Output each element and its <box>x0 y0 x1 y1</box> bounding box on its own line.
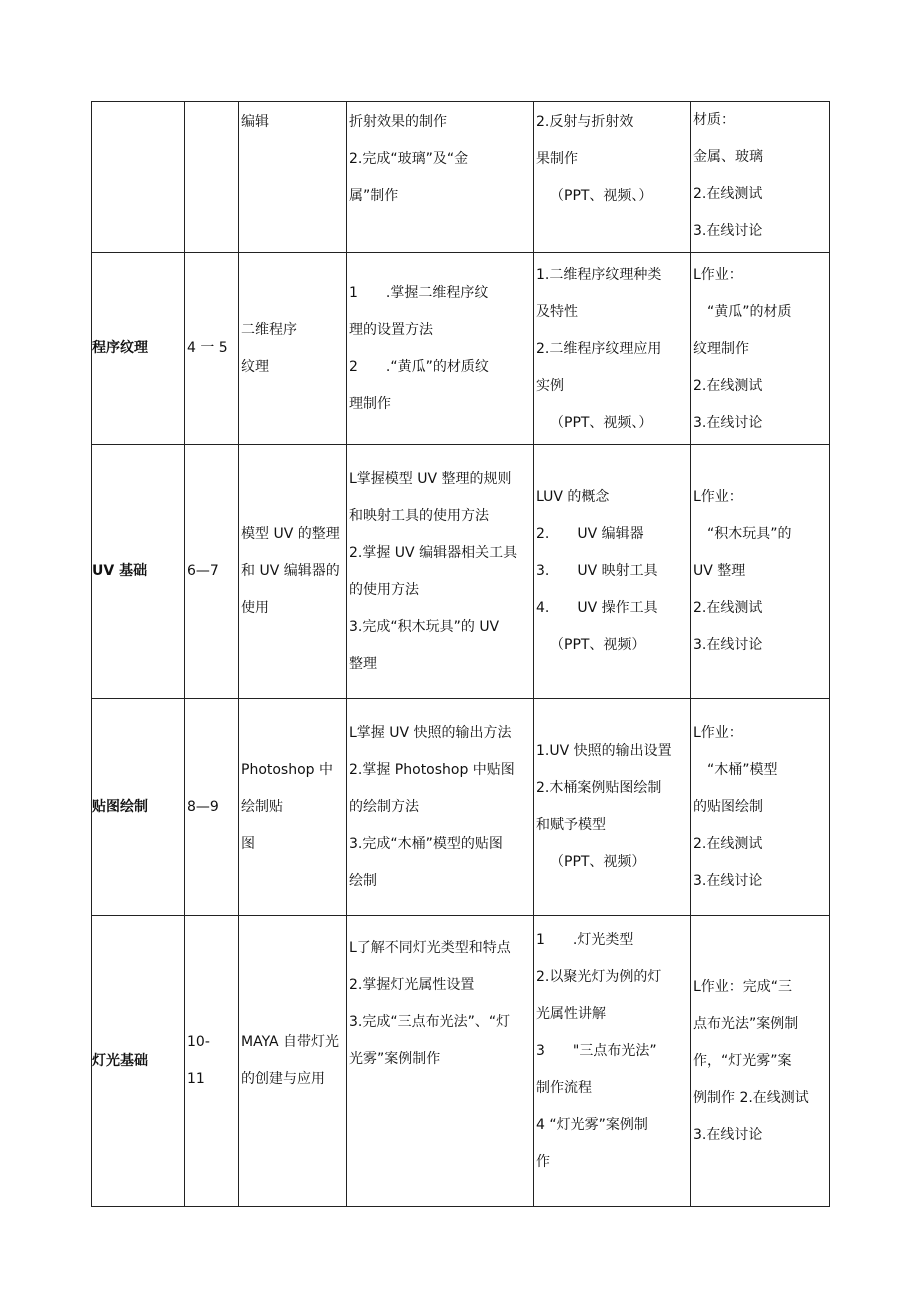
topic-line: 使用 <box>241 600 269 616</box>
module-name-cell <box>92 445 185 699</box>
assess-line: 例制作 2.在线测试 <box>693 1089 809 1106</box>
goal-line: 和映射工具的使用方法 <box>349 507 489 524</box>
hours-line: 10- <box>187 1034 210 1050</box>
goal-line: 的使用方法 <box>349 581 419 598</box>
assess-line: 3.在线讨论 <box>693 1126 763 1143</box>
topic-line: Photoshop 中 <box>241 761 334 778</box>
goals-cell <box>347 445 534 699</box>
content-line: 4 “灯光雾”案例制 <box>536 1117 648 1133</box>
assess-line: 的贴图绘制 <box>693 798 763 815</box>
goal-line: 1 .掌握二维程序纹 <box>349 284 489 301</box>
hours-cell <box>185 102 239 253</box>
content-line: 1 .灯光类型 <box>536 932 634 948</box>
module-name-cell <box>92 102 185 253</box>
topic-line: 编辑 <box>241 114 269 130</box>
content-line: 2.以聚光灯为例的灯 <box>536 969 662 985</box>
content-line: 制作流程 <box>536 1080 592 1096</box>
assessment-cell <box>691 102 830 253</box>
topic-cell <box>239 916 347 1207</box>
content-line: 和赋予模型 <box>536 817 606 833</box>
goals-cell <box>347 699 534 916</box>
goal-line: 的绘制方法 <box>349 798 419 815</box>
assess-line: 2.在线测试 <box>693 835 763 852</box>
goal-line: 2.完成“玻璃”及“金 <box>349 151 469 167</box>
content-line: 4. UV 操作工具 <box>536 600 658 616</box>
topic-cell <box>239 102 347 253</box>
topic-cell <box>239 445 347 699</box>
content-line: 果制作 <box>536 151 578 167</box>
hours-line: 4 一 5 <box>187 340 228 356</box>
hours-line: 8—9 <box>187 798 219 815</box>
assess-line: 材质： <box>693 112 735 128</box>
topic-line: 和 UV 编辑器的 <box>241 563 340 579</box>
assess-line: L作业：完成“三 <box>693 978 793 995</box>
table-row <box>92 916 830 1207</box>
assess-line: 3.在线讨论 <box>693 872 763 889</box>
content-line: （PPT、视频） <box>550 637 646 653</box>
content-line: 作 <box>536 1154 550 1170</box>
content-cell <box>534 916 691 1207</box>
assess-line: 3.在线讨论 <box>693 415 763 431</box>
content-line: 1.二维程序纹理种类 <box>536 267 662 283</box>
module-name-cell <box>92 916 185 1207</box>
hours-cell <box>185 699 239 916</box>
goal-line: 3.完成“木桶”模型的贴图 <box>349 835 503 852</box>
assess-line: 3.在线讨论 <box>693 637 763 653</box>
goal-line: 2.掌握 Photoshop 中贴图 <box>349 761 515 778</box>
topic-line: 的创建与应用 <box>241 1071 325 1087</box>
topic-line: 纹理 <box>241 358 269 375</box>
content-line: 实例 <box>536 378 564 394</box>
assess-line: 3.在线讨论 <box>693 223 763 239</box>
goal-line: 2.掌握灯光属性设置 <box>349 977 475 993</box>
goal-line: 3.完成“积木玩具”的 UV <box>349 618 500 635</box>
content-cell <box>534 699 691 916</box>
content-line: 及特性 <box>536 304 578 320</box>
assess-line: 金属、玻璃 <box>693 149 763 165</box>
topic-line: 图 <box>241 835 255 852</box>
goal-line: 2 .“黄瓜”的材质纹 <box>349 358 489 375</box>
goal-line: 2.掌握 UV 编辑器相关工具 <box>349 544 518 561</box>
hours-cell <box>185 253 239 445</box>
table-row <box>92 699 830 916</box>
assessment-cell <box>691 699 830 916</box>
goal-line: 绘制 <box>349 872 377 889</box>
goal-line: 3.完成“三点布光法”、“灯 <box>349 1014 511 1030</box>
assessment-cell <box>691 253 830 445</box>
assess-line: 2.在线测试 <box>693 186 763 202</box>
goal-line: 整理 <box>349 655 377 672</box>
goal-line: L了解不同灯光类型和特点 <box>349 940 511 956</box>
content-line: 2.反射与折射效 <box>536 114 634 130</box>
topic-line: 绘制贴 <box>241 798 283 815</box>
goal-line: L掌握模型 UV 整理的规则 <box>349 470 512 487</box>
assess-line: L作业： <box>693 267 743 283</box>
module-name-cell <box>92 253 185 445</box>
assess-line: 点布光法”案例制 <box>693 1015 799 1032</box>
goals-cell <box>347 916 534 1207</box>
assess-line: 作，“灯光雾”案 <box>693 1052 792 1069</box>
content-line: LUV 的概念 <box>536 489 610 505</box>
hours-line: 11 <box>187 1071 205 1087</box>
table-row <box>92 445 830 699</box>
topic-line: 二维程序 <box>241 321 297 338</box>
goal-line: 理的设置方法 <box>349 321 433 338</box>
topic-line: MAYA 自带灯光 <box>241 1034 340 1050</box>
content-line: （PPT、视频） <box>550 854 646 870</box>
assess-line: “黄瓜”的材质 <box>707 304 792 320</box>
assess-line: 2.在线测试 <box>693 600 763 616</box>
assess-line: “积木玩具”的 <box>707 526 792 542</box>
content-line: 2.二维程序纹理应用 <box>536 341 662 357</box>
course-schedule-table <box>91 101 830 1207</box>
content-line: 2.木桶案例贴图绘制 <box>536 780 662 796</box>
topic-cell <box>239 253 347 445</box>
content-line: 光属性讲解 <box>536 1006 606 1022</box>
hours-cell <box>185 916 239 1207</box>
content-cell <box>534 102 691 253</box>
topic-cell <box>239 699 347 916</box>
hours-cell <box>185 445 239 699</box>
module-name: UV 基础 <box>92 563 148 579</box>
assessment-cell <box>691 916 830 1207</box>
module-name-cell <box>92 699 185 916</box>
content-line: 2. UV 编辑器 <box>536 526 644 542</box>
assess-line: “木桶”模型 <box>707 761 778 778</box>
table-row <box>92 253 830 445</box>
content-cell <box>534 253 691 445</box>
hours-line: 6—7 <box>187 563 219 579</box>
goals-cell <box>347 102 534 253</box>
assessment-cell <box>691 445 830 699</box>
content-line: 3. UV 映射工具 <box>536 563 658 579</box>
assess-line: 纹理制作 <box>693 341 749 357</box>
content-line: （PPT、视频、） <box>550 415 653 431</box>
module-name: 灯光基础 <box>92 1052 148 1069</box>
goal-line: 折射效果的制作 <box>349 114 447 130</box>
goal-line: L掌握 UV 快照的输出方法 <box>349 724 512 741</box>
table-row <box>92 102 830 253</box>
goal-line: 光雾”案例制作 <box>349 1051 441 1067</box>
assess-line: L作业： <box>693 724 743 741</box>
module-name: 贴图绘制 <box>92 798 148 815</box>
topic-line: 模型 UV 的整理 <box>241 526 340 542</box>
assess-line: 2.在线测试 <box>693 378 763 394</box>
assess-line: UV 整理 <box>693 563 746 579</box>
content-line: 3 "三点布光法” <box>536 1043 657 1059</box>
goal-line: 属”制作 <box>349 188 399 204</box>
assess-line: L作业： <box>693 489 743 505</box>
goals-cell <box>347 253 534 445</box>
content-line: （PPT、视频、） <box>550 188 653 204</box>
content-line: 1.UV 快照的输出设置 <box>536 743 672 759</box>
content-cell <box>534 445 691 699</box>
goal-line: 理制作 <box>349 395 391 412</box>
module-name: 程序纹理 <box>92 340 148 356</box>
